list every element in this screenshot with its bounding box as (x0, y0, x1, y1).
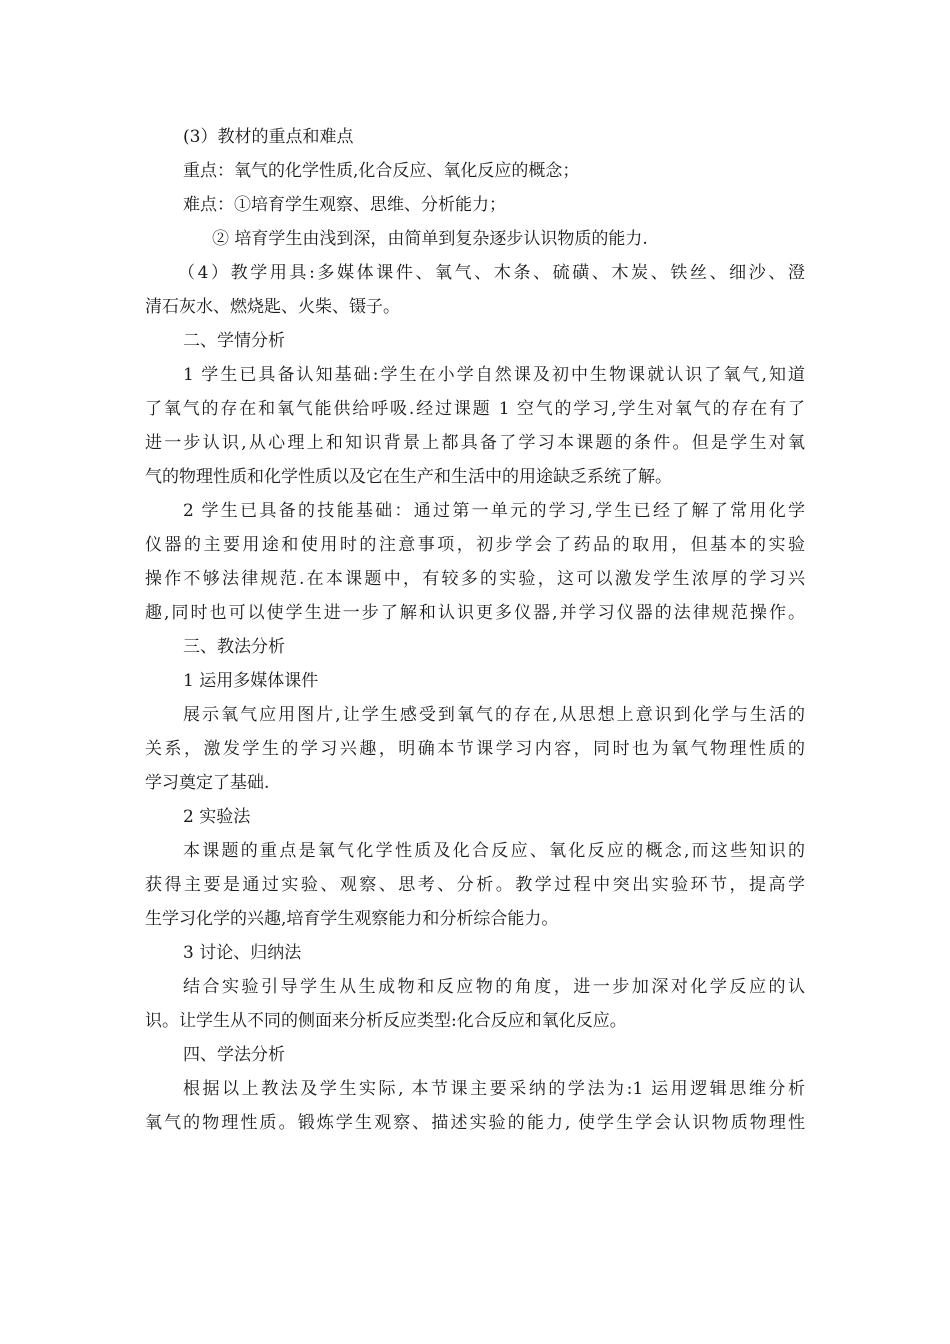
text-line: 3 讨论、归纳法 (183, 943, 302, 963)
text-line: 展示氧气应用图片,让学生感受到氧气的存在,从思想上意识到化学与生活的 (183, 705, 805, 725)
text-line: 了氧气的存在和氧气能供给呼吸.经过课题 1 空气的学习,学生对氧气的存在有了 (145, 399, 805, 419)
text-line: 操作不够法律规范.在本课题中，有较多的实验，这可以激发学生浓厚的学习兴 (145, 569, 805, 589)
text-line: 关系，激发学生的学习兴趣，明确本节课学习内容，同时也为氧气物理性质的 (145, 739, 805, 759)
text-line: ② 培育学生由浅到深，由简单到复杂逐步认识物质的能力. (212, 229, 648, 249)
text-line: 本课题的重点是氧气化学性质及化合反应、氧化反应的概念,而这些知识的 (183, 841, 805, 861)
text-line: 获得主要是通过实验、观察、思考、分析。教学过程中突出实验环节，提高学 (145, 875, 805, 895)
text-line: 进一步认识,从心理上和知识背景上都具备了学习本课题的条件。但是学生对氧 (145, 433, 805, 453)
document-body (0, 120, 950, 1140)
text-line: 2 实验法 (183, 807, 251, 827)
text-line: （4）教学用具:多媒体课件、氧气、木条、硫磺、木炭、铁丝、细沙、澄 (178, 263, 805, 283)
text-line: 三、教法分析 (183, 637, 285, 657)
text-line: 仪器的主要用途和使用时的注意事项，初步学会了药品的取用，但基本的实验 (145, 535, 805, 555)
text-line: (3）教材的重点和难点 (183, 127, 354, 147)
text-line: 根据以上教法及学生实际, 本节课主要采纳的学法为:1 运用逻辑思维分析 (183, 1079, 805, 1099)
text-line: 清石灰水、燃烧匙、火柴、镊子。 (145, 297, 400, 317)
text-line: 趣,同时也可以使学生进一步了解和认识更多仪器,并学习仪器的法律规范操作。 (145, 603, 805, 623)
text-line: 重点：氧气的化学性质,化合反应、氧化反应的概念； (183, 161, 580, 181)
text-line: 学习奠定了基础. (145, 773, 270, 793)
text-line: 2 学生已具备的技能基础：通过第一单元的学习,学生已经了解了常用化学 (183, 501, 805, 521)
text-line: 难点：①培育学生观察、思维、分析能力； (183, 195, 506, 215)
text-line: 生学习化学的兴趣,培育学生观察能力和分析综合能力。 (145, 909, 559, 929)
text-line: 气的物理性质和化学性质以及它在生产和生活中的用途缺乏系统了解。 (145, 467, 672, 487)
text-line: 二、学情分析 (183, 331, 285, 351)
text-line: 1 运用多媒体课件 (183, 671, 319, 691)
text-line: 结合实验引导学生从生成物和反应物的角度，进一步加深对化学反应的认 (183, 977, 805, 997)
text-line: 四、学法分析 (183, 1045, 285, 1065)
text-line: 识。让学生从不同的侧面来分析反应类型:化合反应和氧化反应。 (145, 1011, 627, 1031)
text-line: 1 学生已具备认知基础:学生在小学自然课及初中生物课就认识了氧气,知道 (183, 365, 805, 385)
text-line: 氧气的物理性质。锻炼学生观察、描述实验的能力, 使学生学会认识物质物理性 (145, 1113, 805, 1133)
